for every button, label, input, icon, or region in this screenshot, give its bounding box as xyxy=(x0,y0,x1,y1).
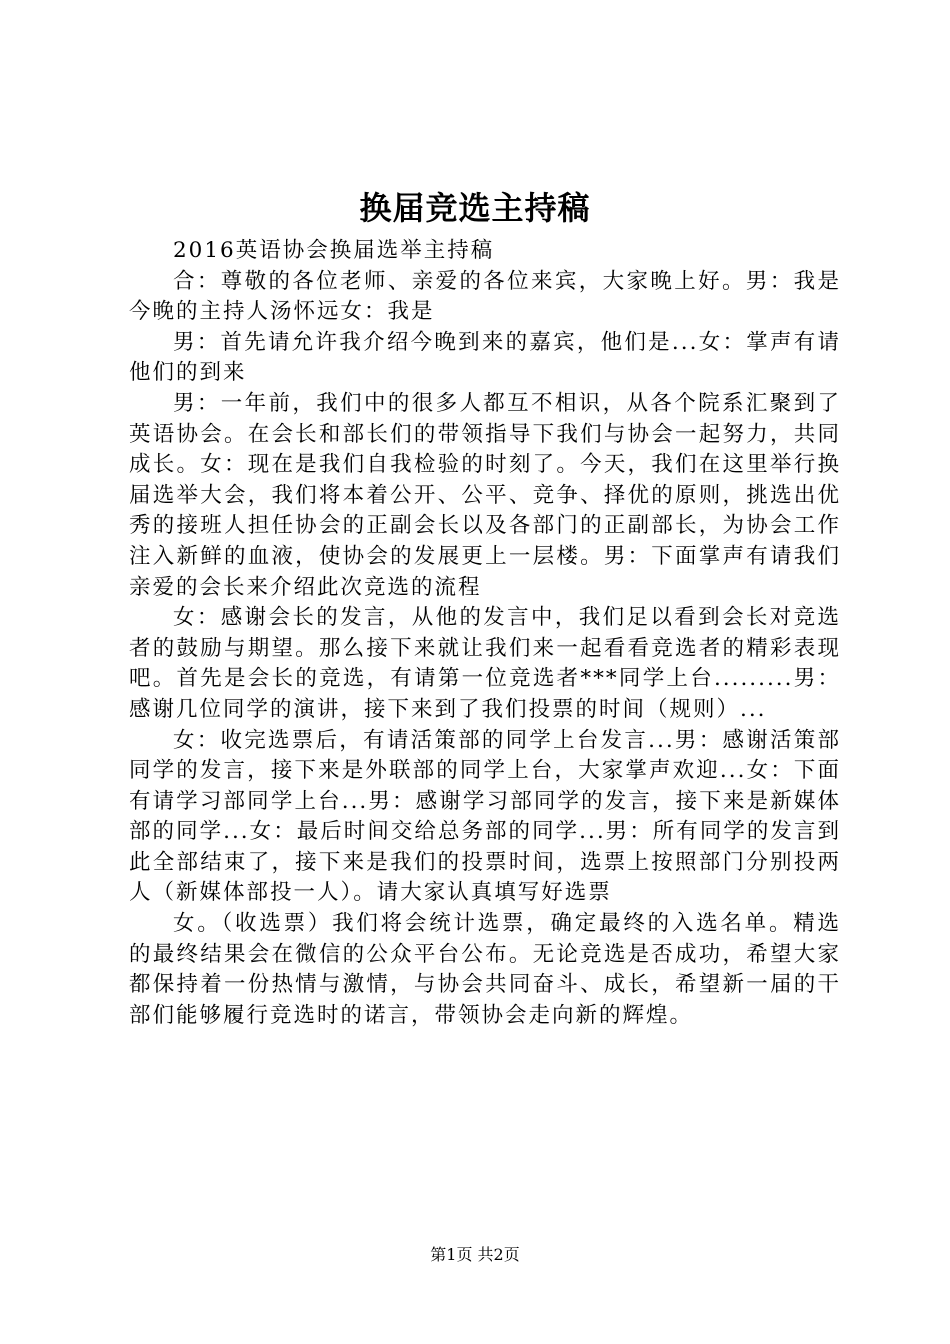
paragraph: 女。（收选票）我们将会统计选票，确定最终的入选名单。精选的最终结果会在微信的公众平台公布。无论竞选是否成功，希望大家都保持着一份热情与激情，与协会共同奋斗、成长，希望新一届的干部们能够履行竞选时的诺言，带领协会走向新的辉煌。 xyxy=(129,911,841,1028)
paragraph-heading: 2016英语协会换届选举主持稿 xyxy=(173,238,495,263)
document-body xyxy=(129,236,841,1031)
paragraph: 女：收完选票后，有请活策部的同学上台发言...男：感谢活策部同学的发言，接下来是外联部的同学上台，大家掌声欢迎...女：下面有请学习部同学上台...男：感谢学习部同学的发言，接下来是新媒体部的同学...女：最后时间交给总务部的同学...男：所有同学的发言到此全部结束了，接下来是我们的投票时间，选票上按照部门分别投两人（新媒体部投一人）。请大家认真填写好选票 xyxy=(129,727,841,906)
paragraph: 女：感谢会长的发言，从他的发言中，我们足以看到会长对竞选者的鼓励与期望。那么接下来就让我们来一起看看竞选者的精彩表现吧。首先是会长的竞选，有请第一位竞选者***同学上台.........男：感谢几位同学的演讲，接下来到了我们投票的时间（规则）... xyxy=(129,605,841,722)
paragraph: 男：一年前，我们中的很多人都互不相识，从各个院系汇聚到了英语协会。在会长和部长们的带领指导下我们与协会一起努力，共同成长。女：现在是我们自我检验的时刻了。今天，我们在这里举行换届选举大会，我们将本着公开、公平、竞争、择优的原则，挑选出优秀的接班人担任协会的正副会长以及各部门的正副部长，为协会工作注入新鲜的血液，使协会的发展更上一层楼。男：下面掌声有请我们亲爱的会长来介绍此次竞选的流程 xyxy=(129,390,841,600)
document-title: 换届竞选主持稿 xyxy=(359,189,591,227)
paragraph: 合：尊敬的各位老师、亲爱的各位来宾，大家晚上好。男：我是今晚的主持人汤怀远女：我是 xyxy=(129,268,841,325)
paragraph: 男：首先请允许我介绍今晚到来的嘉宾，他们是...女：掌声有请他们的到来 xyxy=(129,329,841,386)
page-number-footer: 第1页 共2页 xyxy=(430,1245,520,1264)
